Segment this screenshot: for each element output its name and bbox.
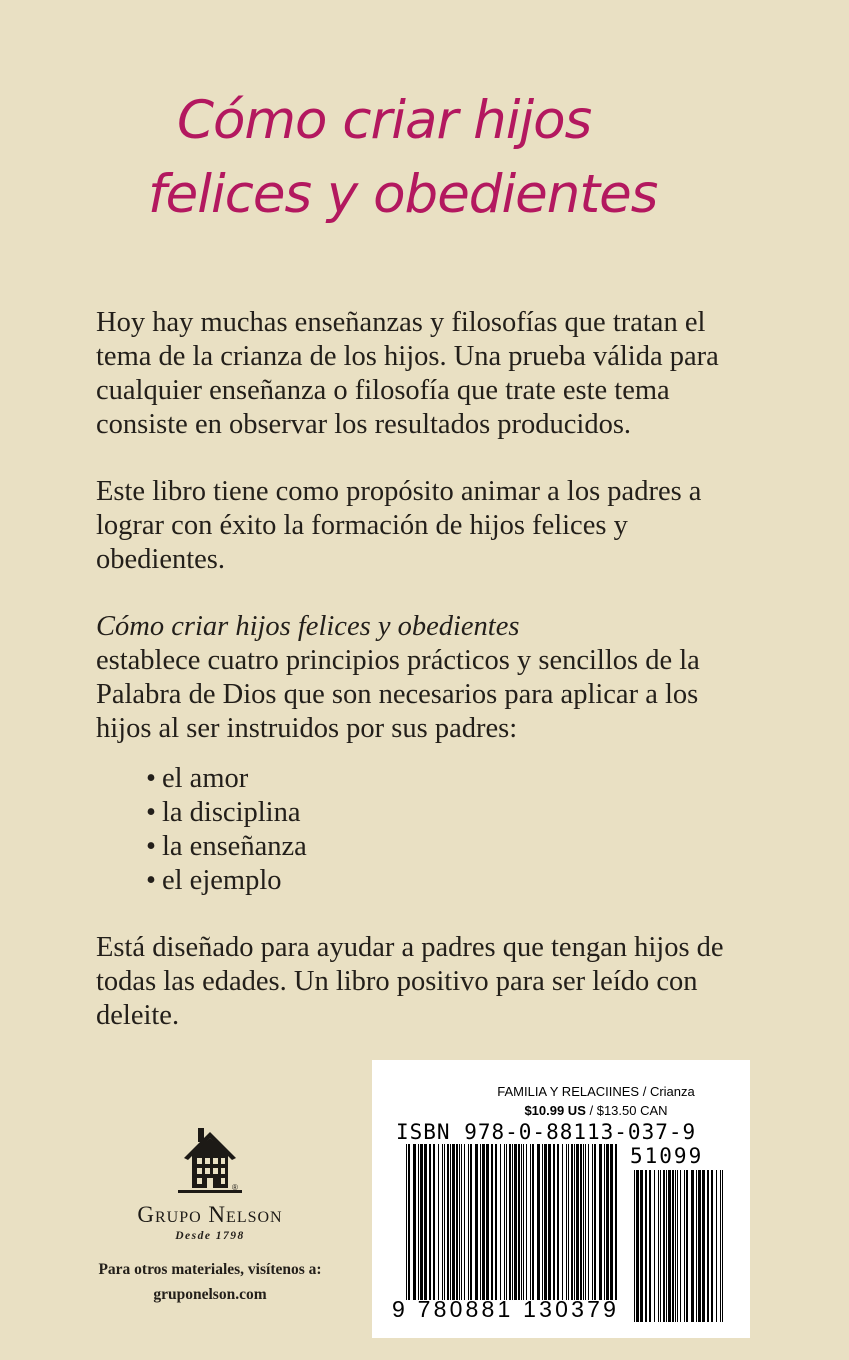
barcode-bar: [521, 1144, 522, 1300]
paragraph-purpose: Este libro tiene como propósito animar a los padres a lograr con éxito la formación de hijos felices y obedientes.: [96, 476, 702, 575]
barcode-bar: [677, 1170, 678, 1322]
barcode-addon: 51099: [630, 1144, 704, 1168]
blurb: [96, 306, 756, 1033]
barcode-bar: [654, 1170, 655, 1322]
book-title-line-1: Cómo criar hijos: [177, 90, 592, 151]
list-item: • la enseñanza: [146, 831, 307, 862]
principles-list: [146, 762, 756, 898]
barcode-digits: 9 780881 130379: [392, 1296, 620, 1322]
barcode-bar: [696, 1170, 697, 1322]
barcode-bar: [459, 1144, 460, 1300]
barcode-bar: [645, 1170, 647, 1322]
paragraph-intro: Hoy hay muchas enseñanzas y filosofías que tratan el tema de la crianza de los hijos. Una prueba válida para cualquier enseñanza o filosofía que trate este tema consiste en observar los resultados producidos.: [96, 307, 719, 440]
barcode-bar: [663, 1170, 665, 1322]
barcode-bar: [610, 1144, 613, 1300]
book-title: [120, 84, 760, 232]
bullet-icon: •: [146, 831, 156, 862]
barcode-bar: [514, 1144, 517, 1300]
barcode-bar: [702, 1170, 705, 1322]
barcode-bar: [666, 1170, 667, 1322]
bullet-icon: •: [146, 797, 156, 828]
principles-intro-text: establece cuatro principios prácticos y sencillos de la Palabra de Dios que son necesarios para aplicar a los hijos al ser instruidos por sus padres:: [96, 645, 700, 744]
barcode-bar: [574, 1144, 575, 1300]
barcode-bar: [464, 1144, 465, 1300]
barcode-bar: [418, 1144, 419, 1300]
house-icon: [170, 1120, 250, 1196]
barcode-bar: [691, 1170, 694, 1322]
publisher-since: Desde 1798: [175, 1230, 245, 1242]
barcode-category: FAMILIA Y RELACIINES / Crianza: [497, 1084, 695, 1099]
barcode-bar: [668, 1170, 671, 1322]
barcode-price: $10.99 US / $13.50 CAN: [524, 1103, 668, 1118]
list-item: • el ejemplo: [146, 865, 282, 896]
barcode-bar: [649, 1170, 651, 1322]
barcode-bar: [413, 1144, 416, 1300]
barcode-bar: [675, 1170, 676, 1322]
barcode-bar: [615, 1144, 617, 1300]
barcode-bar: [456, 1144, 458, 1300]
barcode-bar: [594, 1144, 596, 1300]
barcode-bar: [475, 1144, 478, 1300]
bullet-icon: •: [146, 865, 156, 896]
barcode-bar: [512, 1144, 513, 1300]
barcode-bar: [495, 1144, 497, 1300]
barcode-bar: [482, 1144, 485, 1300]
barcode-bar: [604, 1144, 605, 1300]
barcode-bar: [711, 1170, 713, 1322]
barcode-bar: [686, 1170, 688, 1322]
barcode-bar: [523, 1144, 524, 1300]
barcode-bar: [408, 1144, 410, 1300]
barcode-bar: [424, 1144, 427, 1300]
barcode-bar: [452, 1144, 455, 1300]
barcode-bar: [599, 1144, 602, 1300]
publisher-visit: [80, 1257, 340, 1307]
barcode-bar: [592, 1144, 593, 1300]
barcode-bar: [553, 1144, 555, 1300]
book-title-reference: Cómo criar hijos felices y obedientes: [96, 611, 520, 642]
barcode-bar: [406, 1144, 407, 1300]
barcode-bar: [720, 1170, 721, 1322]
barcode-bar: [480, 1144, 481, 1300]
barcode-bar: [526, 1144, 527, 1300]
barcode-bar: [429, 1144, 431, 1300]
barcode-bar: [716, 1170, 717, 1322]
book-title-line-2: felices y obedientes: [148, 164, 658, 225]
barcode-bar: [542, 1144, 543, 1300]
barcode-bar: [583, 1144, 584, 1300]
barcode-bar: [420, 1144, 423, 1300]
barcode-bar: [504, 1144, 505, 1300]
barcode-bar: [658, 1170, 659, 1322]
barcode-bar: [707, 1170, 709, 1322]
barcode-bar: [557, 1144, 559, 1300]
barcode-bar: [486, 1144, 489, 1300]
barcode-bar: [506, 1144, 507, 1300]
bullet-icon: •: [146, 763, 156, 794]
barcode-bar: [722, 1170, 723, 1322]
list-item: • el amor: [146, 763, 249, 794]
paragraph-principles: [96, 610, 756, 746]
visit-text: Para otros materiales, visítenos a:: [98, 1261, 322, 1278]
barcode-bar: [468, 1144, 469, 1300]
barcode-bar: [680, 1170, 681, 1322]
barcode-bar: [438, 1144, 439, 1300]
list-item: • la disciplina: [146, 797, 301, 828]
barcode-box: [372, 1060, 750, 1338]
price-can: $13.50 CAN: [596, 1103, 668, 1118]
barcode-bar: [548, 1144, 551, 1300]
price-us: $10.99 US: [524, 1103, 586, 1118]
barcode-bar: [461, 1144, 462, 1300]
barcode-bar: [433, 1144, 435, 1300]
barcode-bar: [571, 1144, 573, 1300]
barcode-bar: [491, 1144, 493, 1300]
barcode-bar: [660, 1170, 661, 1322]
barcode-bar: [537, 1144, 540, 1300]
barcode-bar: [509, 1144, 511, 1300]
barcode-bar: [606, 1144, 609, 1300]
barcode-bar: [470, 1144, 472, 1300]
barcode-bar: [530, 1144, 531, 1300]
barcode-bar: [580, 1144, 582, 1300]
barcode-bar: [544, 1144, 547, 1300]
barcode-bar: [568, 1144, 569, 1300]
barcode-bar: [588, 1144, 589, 1300]
barcode-isbn: ISBN 978-0-88113-037-9: [396, 1120, 697, 1144]
publisher-website: gruponelson.com: [153, 1286, 267, 1303]
registered-mark: ®: [232, 1183, 238, 1192]
barcode-bar: [442, 1144, 443, 1300]
barcode-bar: [684, 1170, 685, 1322]
barcode-bar: [566, 1144, 567, 1300]
barcode-bar: [672, 1170, 674, 1322]
paragraph-closing: Está diseñado para ayudar a padres que tengan hijos de todas las edades. Un libro positivo para ser leído con deleite.: [96, 932, 724, 1031]
barcode-bar: [444, 1144, 445, 1300]
publisher-name: Grupo Nelson: [137, 1202, 283, 1227]
barcode-bar: [450, 1144, 451, 1300]
publisher-logo: [110, 1120, 310, 1242]
barcode-bar: [518, 1144, 520, 1300]
barcode-bar: [585, 1144, 586, 1300]
barcode-bar: [576, 1144, 579, 1300]
barcode-bar: [532, 1144, 534, 1300]
barcode-bar: [447, 1144, 449, 1300]
barcode-bar: [500, 1144, 501, 1300]
barcode-bar: [698, 1170, 701, 1322]
barcode-bar: [562, 1144, 563, 1300]
